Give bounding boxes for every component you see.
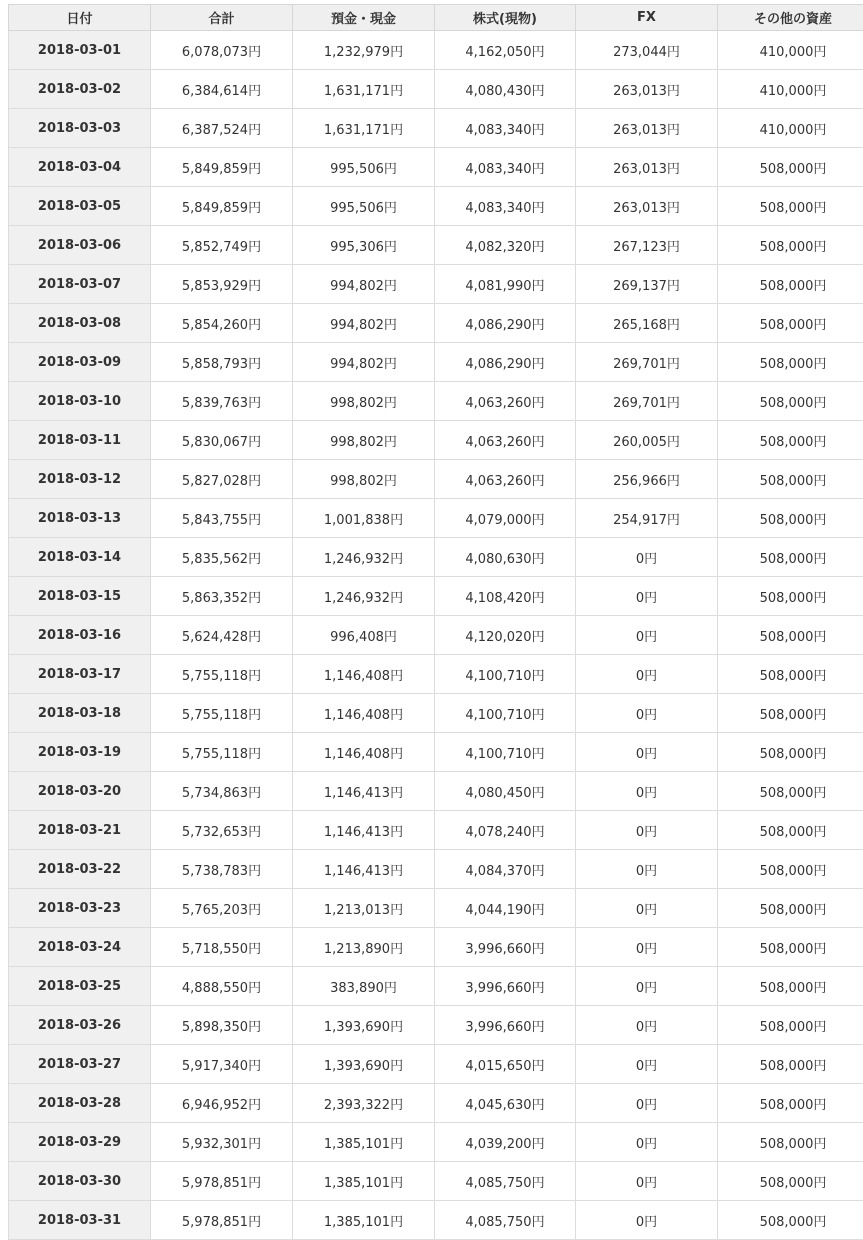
fx-cell: 0円	[576, 733, 718, 772]
other-assets-cell: 410,000円	[718, 70, 863, 109]
date-cell: 2018-03-06	[9, 226, 151, 265]
total-cell: 5,827,028円	[151, 460, 293, 499]
other-assets-cell: 508,000円	[718, 928, 863, 967]
total-cell: 5,732,653円	[151, 811, 293, 850]
other-assets-cell: 508,000円	[718, 616, 863, 655]
stock-cell: 4,079,000円	[435, 499, 576, 538]
stock-cell: 3,996,660円	[435, 928, 576, 967]
stock-cell: 4,080,430円	[435, 70, 576, 109]
cash-cell: 383,890円	[293, 967, 435, 1006]
cash-cell: 995,306円	[293, 226, 435, 265]
cash-cell: 994,802円	[293, 343, 435, 382]
header-date: 日付	[9, 5, 151, 31]
fx-cell: 0円	[576, 967, 718, 1006]
cash-cell: 995,506円	[293, 148, 435, 187]
other-assets-cell: 508,000円	[718, 538, 863, 577]
date-cell: 2018-03-31	[9, 1201, 151, 1240]
table-row	[9, 1084, 863, 1123]
fx-cell: 260,005円	[576, 421, 718, 460]
table-row	[9, 538, 863, 577]
stock-cell: 4,084,370円	[435, 850, 576, 889]
total-cell: 5,718,550円	[151, 928, 293, 967]
stock-cell: 4,063,260円	[435, 382, 576, 421]
other-assets-cell: 508,000円	[718, 1006, 863, 1045]
total-cell: 5,830,067円	[151, 421, 293, 460]
fx-cell: 0円	[576, 538, 718, 577]
cash-cell: 1,001,838円	[293, 499, 435, 538]
total-cell: 5,843,755円	[151, 499, 293, 538]
cash-cell: 1,385,101円	[293, 1201, 435, 1240]
other-assets-cell: 508,000円	[718, 382, 863, 421]
date-cell: 2018-03-10	[9, 382, 151, 421]
cash-cell: 1,146,413円	[293, 811, 435, 850]
table-row	[9, 304, 863, 343]
table-row	[9, 850, 863, 889]
fx-cell: 269,701円	[576, 382, 718, 421]
fx-cell: 0円	[576, 1162, 718, 1201]
asset-history-table-container	[8, 4, 863, 1240]
cash-cell: 996,408円	[293, 616, 435, 655]
stock-cell: 3,996,660円	[435, 1006, 576, 1045]
stock-cell: 4,080,630円	[435, 538, 576, 577]
fx-cell: 0円	[576, 1006, 718, 1045]
total-cell: 5,978,851円	[151, 1201, 293, 1240]
cash-cell: 995,506円	[293, 187, 435, 226]
total-cell: 5,755,118円	[151, 733, 293, 772]
table-row	[9, 1045, 863, 1084]
date-cell: 2018-03-18	[9, 694, 151, 733]
other-assets-cell: 508,000円	[718, 889, 863, 928]
fx-cell: 0円	[576, 1123, 718, 1162]
cash-cell: 994,802円	[293, 304, 435, 343]
date-cell: 2018-03-20	[9, 772, 151, 811]
header-total: 合計	[151, 5, 293, 31]
date-cell: 2018-03-04	[9, 148, 151, 187]
stock-cell: 4,063,260円	[435, 460, 576, 499]
total-cell: 5,852,749円	[151, 226, 293, 265]
cash-cell: 1,246,932円	[293, 577, 435, 616]
total-cell: 5,849,859円	[151, 148, 293, 187]
cash-cell: 1,631,171円	[293, 109, 435, 148]
fx-cell: 0円	[576, 1201, 718, 1240]
table-row	[9, 1006, 863, 1045]
header-stock: 株式(現物)	[435, 5, 576, 31]
total-cell: 5,853,929円	[151, 265, 293, 304]
other-assets-cell: 508,000円	[718, 226, 863, 265]
fx-cell: 0円	[576, 1045, 718, 1084]
other-assets-cell: 508,000円	[718, 1123, 863, 1162]
cash-cell: 1,631,171円	[293, 70, 435, 109]
stock-cell: 3,996,660円	[435, 967, 576, 1006]
date-cell: 2018-03-15	[9, 577, 151, 616]
total-cell: 5,765,203円	[151, 889, 293, 928]
date-cell: 2018-03-05	[9, 187, 151, 226]
date-cell: 2018-03-16	[9, 616, 151, 655]
table-header	[9, 5, 863, 31]
date-cell: 2018-03-22	[9, 850, 151, 889]
table-row	[9, 343, 863, 382]
stock-cell: 4,100,710円	[435, 655, 576, 694]
table-row	[9, 811, 863, 850]
stock-cell: 4,063,260円	[435, 421, 576, 460]
date-cell: 2018-03-02	[9, 70, 151, 109]
other-assets-cell: 508,000円	[718, 1201, 863, 1240]
fx-cell: 0円	[576, 1084, 718, 1123]
stock-cell: 4,083,340円	[435, 148, 576, 187]
stock-cell: 4,083,340円	[435, 187, 576, 226]
cash-cell: 1,385,101円	[293, 1123, 435, 1162]
cash-cell: 1,213,890円	[293, 928, 435, 967]
asset-history-table	[8, 4, 863, 1240]
table-row	[9, 499, 863, 538]
table-row	[9, 148, 863, 187]
date-cell: 2018-03-07	[9, 265, 151, 304]
total-cell: 5,849,859円	[151, 187, 293, 226]
cash-cell: 1,393,690円	[293, 1006, 435, 1045]
cash-cell: 1,146,408円	[293, 694, 435, 733]
fx-cell: 254,917円	[576, 499, 718, 538]
other-assets-cell: 508,000円	[718, 187, 863, 226]
total-cell: 5,858,793円	[151, 343, 293, 382]
total-cell: 5,932,301円	[151, 1123, 293, 1162]
cash-cell: 1,146,413円	[293, 772, 435, 811]
table-row	[9, 772, 863, 811]
header-row	[9, 5, 863, 31]
total-cell: 5,839,763円	[151, 382, 293, 421]
total-cell: 5,863,352円	[151, 577, 293, 616]
date-cell: 2018-03-27	[9, 1045, 151, 1084]
fx-cell: 273,044円	[576, 31, 718, 70]
cash-cell: 1,232,979円	[293, 31, 435, 70]
stock-cell: 4,108,420円	[435, 577, 576, 616]
fx-cell: 267,123円	[576, 226, 718, 265]
other-assets-cell: 410,000円	[718, 109, 863, 148]
date-cell: 2018-03-12	[9, 460, 151, 499]
table-row	[9, 1201, 863, 1240]
fx-cell: 256,966円	[576, 460, 718, 499]
table-row	[9, 694, 863, 733]
total-cell: 5,755,118円	[151, 694, 293, 733]
total-cell: 5,854,260円	[151, 304, 293, 343]
stock-cell: 4,080,450円	[435, 772, 576, 811]
other-assets-cell: 508,000円	[718, 1084, 863, 1123]
total-cell: 5,835,562円	[151, 538, 293, 577]
date-cell: 2018-03-08	[9, 304, 151, 343]
date-cell: 2018-03-17	[9, 655, 151, 694]
stock-cell: 4,083,340円	[435, 109, 576, 148]
total-cell: 5,734,863円	[151, 772, 293, 811]
total-cell: 5,898,350円	[151, 1006, 293, 1045]
stock-cell: 4,086,290円	[435, 304, 576, 343]
other-assets-cell: 508,000円	[718, 694, 863, 733]
header-cash: 預金・現金	[293, 5, 435, 31]
table-row	[9, 928, 863, 967]
date-cell: 2018-03-14	[9, 538, 151, 577]
table-row	[9, 460, 863, 499]
fx-cell: 263,013円	[576, 109, 718, 148]
cash-cell: 1,146,408円	[293, 733, 435, 772]
date-cell: 2018-03-13	[9, 499, 151, 538]
fx-cell: 0円	[576, 694, 718, 733]
date-cell: 2018-03-30	[9, 1162, 151, 1201]
cash-cell: 1,146,413円	[293, 850, 435, 889]
fx-cell: 0円	[576, 811, 718, 850]
table-row	[9, 70, 863, 109]
date-cell: 2018-03-21	[9, 811, 151, 850]
other-assets-cell: 508,000円	[718, 850, 863, 889]
table-row	[9, 187, 863, 226]
table-row	[9, 31, 863, 70]
stock-cell: 4,100,710円	[435, 694, 576, 733]
date-cell: 2018-03-11	[9, 421, 151, 460]
stock-cell: 4,162,050円	[435, 31, 576, 70]
cash-cell: 998,802円	[293, 382, 435, 421]
date-cell: 2018-03-26	[9, 1006, 151, 1045]
total-cell: 6,946,952円	[151, 1084, 293, 1123]
stock-cell: 4,044,190円	[435, 889, 576, 928]
fx-cell: 0円	[576, 616, 718, 655]
fx-cell: 0円	[576, 928, 718, 967]
fx-cell: 269,137円	[576, 265, 718, 304]
table-row	[9, 421, 863, 460]
other-assets-cell: 508,000円	[718, 1162, 863, 1201]
table-row	[9, 655, 863, 694]
stock-cell: 4,045,630円	[435, 1084, 576, 1123]
fx-cell: 0円	[576, 772, 718, 811]
cash-cell: 1,213,013円	[293, 889, 435, 928]
other-assets-cell: 508,000円	[718, 148, 863, 187]
date-cell: 2018-03-01	[9, 31, 151, 70]
fx-cell: 263,013円	[576, 70, 718, 109]
table-row	[9, 577, 863, 616]
table-row	[9, 382, 863, 421]
fx-cell: 269,701円	[576, 343, 718, 382]
date-cell: 2018-03-09	[9, 343, 151, 382]
cash-cell: 994,802円	[293, 265, 435, 304]
other-assets-cell: 508,000円	[718, 343, 863, 382]
stock-cell: 4,081,990円	[435, 265, 576, 304]
total-cell: 6,078,073円	[151, 31, 293, 70]
fx-cell: 0円	[576, 577, 718, 616]
cash-cell: 1,393,690円	[293, 1045, 435, 1084]
other-assets-cell: 508,000円	[718, 811, 863, 850]
cash-cell: 1,146,408円	[293, 655, 435, 694]
table-row	[9, 733, 863, 772]
other-assets-cell: 410,000円	[718, 31, 863, 70]
stock-cell: 4,039,200円	[435, 1123, 576, 1162]
table-row	[9, 1162, 863, 1201]
stock-cell: 4,085,750円	[435, 1162, 576, 1201]
cash-cell: 998,802円	[293, 460, 435, 499]
total-cell: 5,624,428円	[151, 616, 293, 655]
header-other-assets: その他の資産	[718, 5, 863, 31]
cash-cell: 998,802円	[293, 421, 435, 460]
other-assets-cell: 508,000円	[718, 499, 863, 538]
other-assets-cell: 508,000円	[718, 265, 863, 304]
stock-cell: 4,100,710円	[435, 733, 576, 772]
total-cell: 5,738,783円	[151, 850, 293, 889]
total-cell: 5,917,340円	[151, 1045, 293, 1084]
date-cell: 2018-03-24	[9, 928, 151, 967]
other-assets-cell: 508,000円	[718, 772, 863, 811]
other-assets-cell: 508,000円	[718, 460, 863, 499]
cash-cell: 2,393,322円	[293, 1084, 435, 1123]
stock-cell: 4,085,750円	[435, 1201, 576, 1240]
date-cell: 2018-03-23	[9, 889, 151, 928]
total-cell: 5,978,851円	[151, 1162, 293, 1201]
fx-cell: 265,168円	[576, 304, 718, 343]
total-cell: 4,888,550円	[151, 967, 293, 1006]
table-row	[9, 1123, 863, 1162]
fx-cell: 263,013円	[576, 148, 718, 187]
other-assets-cell: 508,000円	[718, 967, 863, 1006]
fx-cell: 0円	[576, 655, 718, 694]
cash-cell: 1,385,101円	[293, 1162, 435, 1201]
date-cell: 2018-03-25	[9, 967, 151, 1006]
other-assets-cell: 508,000円	[718, 655, 863, 694]
stock-cell: 4,015,650円	[435, 1045, 576, 1084]
fx-cell: 263,013円	[576, 187, 718, 226]
total-cell: 6,387,524円	[151, 109, 293, 148]
fx-cell: 0円	[576, 850, 718, 889]
table-row	[9, 616, 863, 655]
table-row	[9, 967, 863, 1006]
table-row	[9, 889, 863, 928]
total-cell: 5,755,118円	[151, 655, 293, 694]
table-body	[9, 31, 863, 1240]
date-cell: 2018-03-19	[9, 733, 151, 772]
stock-cell: 4,120,020円	[435, 616, 576, 655]
total-cell: 6,384,614円	[151, 70, 293, 109]
table-row	[9, 226, 863, 265]
cash-cell: 1,246,932円	[293, 538, 435, 577]
other-assets-cell: 508,000円	[718, 577, 863, 616]
fx-cell: 0円	[576, 889, 718, 928]
stock-cell: 4,078,240円	[435, 811, 576, 850]
other-assets-cell: 508,000円	[718, 733, 863, 772]
other-assets-cell: 508,000円	[718, 1045, 863, 1084]
other-assets-cell: 508,000円	[718, 421, 863, 460]
header-fx: FX	[576, 5, 718, 31]
table-row	[9, 109, 863, 148]
date-cell: 2018-03-28	[9, 1084, 151, 1123]
date-cell: 2018-03-29	[9, 1123, 151, 1162]
other-assets-cell: 508,000円	[718, 304, 863, 343]
stock-cell: 4,082,320円	[435, 226, 576, 265]
date-cell: 2018-03-03	[9, 109, 151, 148]
table-row	[9, 265, 863, 304]
stock-cell: 4,086,290円	[435, 343, 576, 382]
